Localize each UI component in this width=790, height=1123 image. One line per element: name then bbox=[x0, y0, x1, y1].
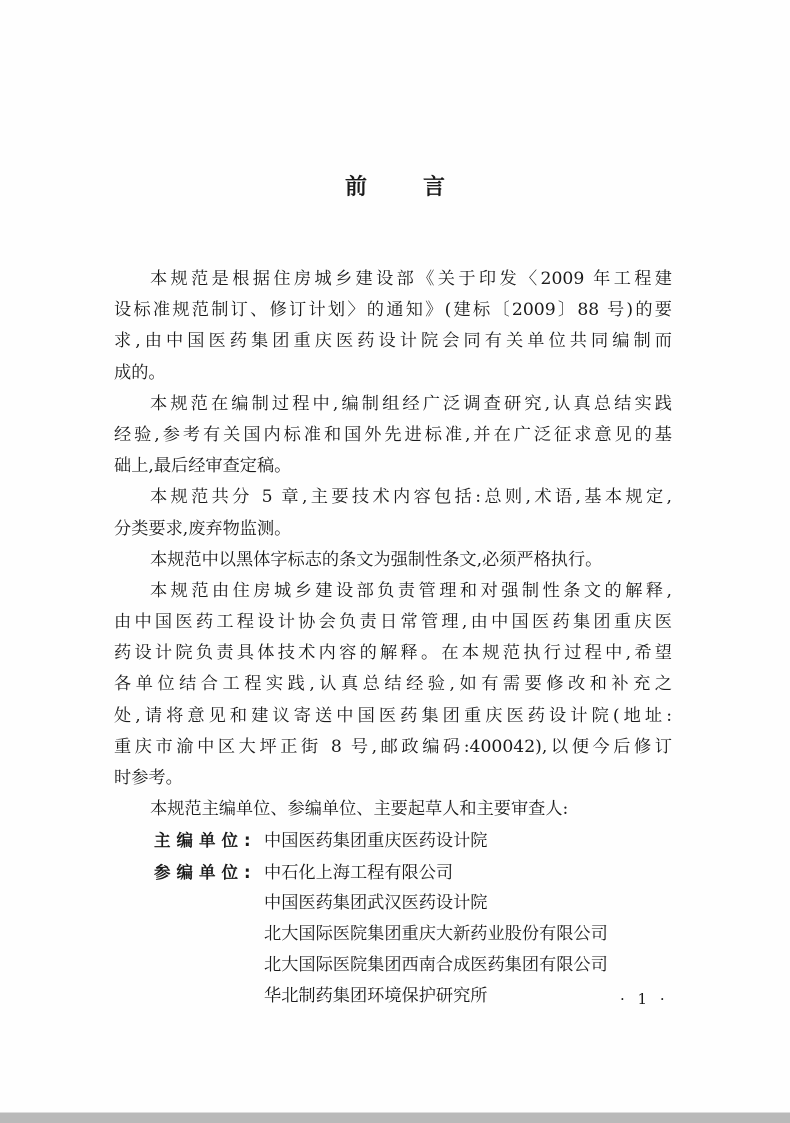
paragraph-line: 本规范由住房城乡建设部负责管理和对强制性条文的解释, bbox=[150, 580, 672, 601]
preface-body bbox=[114, 264, 672, 1013]
page-title bbox=[0, 170, 790, 201]
viewer-bottom-bar bbox=[0, 1112, 790, 1123]
title-char: 前 bbox=[344, 175, 367, 200]
participating-editor-row bbox=[114, 950, 672, 981]
chief-editor-row bbox=[114, 825, 672, 856]
participating-editor-row bbox=[114, 857, 672, 888]
participating-editor-row bbox=[114, 919, 672, 950]
page-number: · 1 · bbox=[620, 990, 669, 1008]
participating-editor-value: 华北制药集团环境保护研究所 bbox=[264, 986, 488, 1007]
paragraph-line: 时参考。 bbox=[114, 768, 183, 788]
participating-editor-value: 中国医药集团武汉医药设计院 bbox=[264, 892, 488, 913]
paragraph-line: 分类要求,废弃物监测。 bbox=[114, 518, 292, 539]
paragraph-line: 本规范在编制过程中,编制组经广泛调查研究,认真总结实践 bbox=[150, 393, 672, 414]
chief-editor-label: 主编单位: bbox=[154, 831, 251, 851]
participating-editor-row bbox=[114, 981, 672, 1012]
participating-editor-value: 北大国际医院集团西南合成医药集团有限公司 bbox=[264, 955, 608, 976]
participating-editor-label: 参编单位: bbox=[154, 862, 251, 882]
paragraph-line: 成的。 bbox=[114, 362, 166, 383]
paragraph-line: 本规范主编单位、参编单位、主要起草人和主要审查人: bbox=[150, 799, 569, 820]
participating-editor-value: 北大国际医院集团重庆大新药业股份有限公司 bbox=[264, 923, 608, 944]
paragraph-line: 重庆市渝中区大坪正街 8 号,邮政编码:400042),以便今后修订 bbox=[114, 736, 672, 757]
paragraph-line: 经验,参考有关国内标准和国外先进标准,并在广泛征求意见的基 bbox=[114, 424, 672, 445]
paragraph-line: 求,由中国医药集团重庆医药设计院会同有关单位共同编制而 bbox=[114, 331, 672, 352]
paragraph-line: 各单位结合工程实践,认真总结经验,如有需要修改和补充之 bbox=[114, 674, 672, 695]
paragraph-line: 设标准规范制订、修订计划〉的通知》(建标〔2009〕88 号)的要 bbox=[114, 300, 672, 321]
participating-editor-value: 中石化上海工程有限公司 bbox=[264, 862, 454, 883]
title-char: 言 bbox=[423, 175, 446, 200]
paragraph-line: 药设计院负责具体技术内容的解释。在本规范执行过程中,希望 bbox=[114, 643, 672, 664]
paragraph-line: 本规范中以黑体字标志的条文为强制性条文,必须严格执行。 bbox=[150, 549, 603, 570]
participating-editor-row bbox=[114, 888, 672, 919]
paragraph-line: 本规范是根据住房城乡建设部《关于印发〈2009 年工程建 bbox=[150, 269, 672, 289]
paragraph-line: 本规范共分 5 章,主要技术内容包括:总则,术语,基本规定, bbox=[150, 487, 672, 508]
paragraph-line: 处,请将意见和建议寄送中国医药集团重庆医药设计院(地址: bbox=[114, 705, 672, 726]
paragraph-line: 由中国医药工程设计协会负责日常管理,由中国医药集团重庆医 bbox=[114, 612, 672, 633]
paragraph-line: 础上,最后经审查定稿。 bbox=[114, 456, 292, 477]
chief-editor-value: 中国医药集团重庆医药设计院 bbox=[264, 831, 488, 852]
